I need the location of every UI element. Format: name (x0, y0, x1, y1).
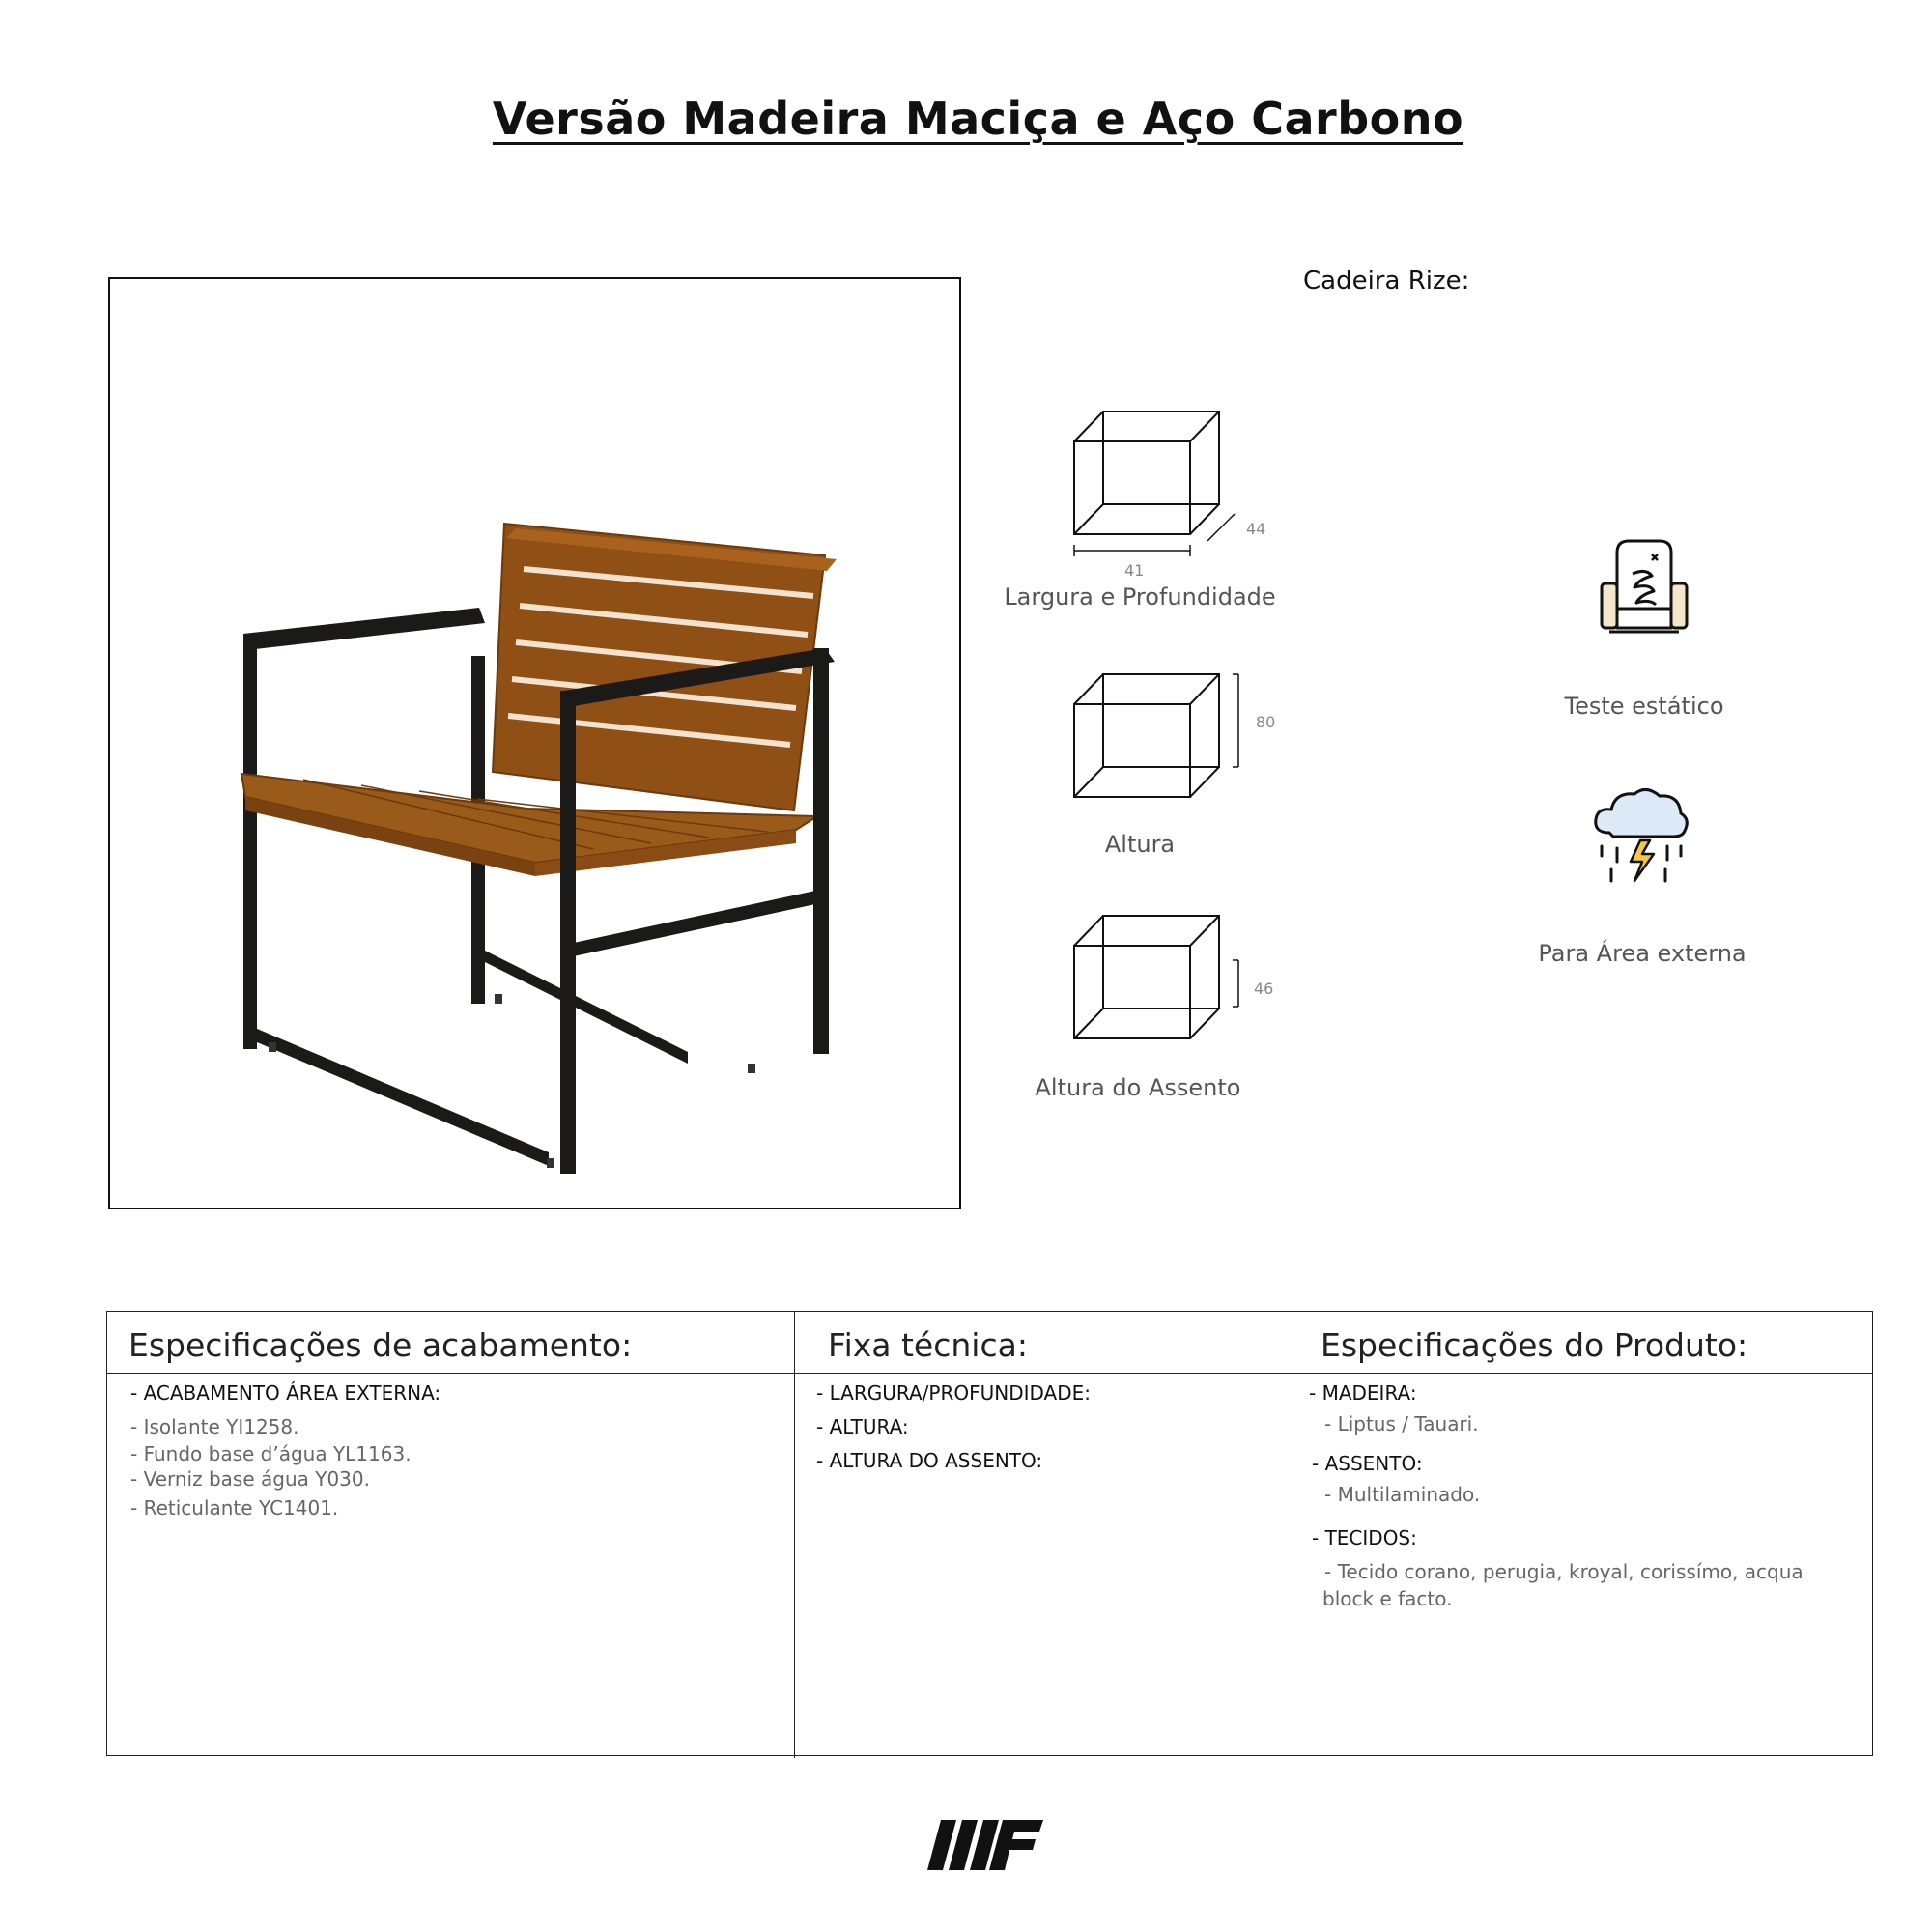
height-label: Altura (1104, 831, 1176, 858)
depth-value: 44 (1246, 520, 1266, 538)
storm-cloud-icon (1590, 784, 1690, 889)
list-item: - LARGURA/PROFUNDIDADE: (816, 1381, 1092, 1405)
outdoor-label: Para Área externa (1538, 940, 1747, 967)
list-item: - Verniz base água Y030. (130, 1467, 370, 1491)
width-value: 41 (1124, 561, 1145, 580)
brand-logo (927, 1820, 1043, 1874)
list-item: - ALTURA DO ASSENTO: (816, 1449, 1043, 1472)
width-depth-cube-icon (1068, 406, 1300, 580)
front-right-leg (560, 691, 576, 1174)
chair-stress-test-icon (1596, 535, 1692, 636)
spec-table (106, 1311, 1873, 1756)
static-test-label: Teste estático (1564, 693, 1724, 720)
seat-value: - Multilaminado. (1324, 1483, 1481, 1506)
table-header-divider (106, 1373, 1873, 1374)
fabrics-value: - Tecido corano, perugia, kroyal, corissímo, acqua (1324, 1560, 1804, 1583)
finishing-group: - ACABAMENTO ÁREA EXTERNA: (130, 1381, 441, 1405)
product-photo (108, 277, 961, 1209)
front-left-leg (243, 634, 257, 1049)
seat-height-value: 46 (1254, 980, 1274, 998)
list-item: - Fundo base d’água YL1163. (130, 1442, 412, 1465)
height-value: 80 (1256, 713, 1276, 731)
technical-sheet-header: Fixa técnica: (828, 1326, 1028, 1364)
fabrics-value-cont: block e facto. (1322, 1587, 1453, 1610)
seat-label: - ASSENTO: (1312, 1452, 1423, 1475)
chair-illustration (110, 279, 959, 1208)
wood-label: - MADEIRA: (1309, 1381, 1417, 1405)
page-title: Versão Madeira Maciça e Aço Carbono (492, 93, 1464, 145)
rear-left-leg (813, 648, 829, 1054)
width-depth-label: Largura e Profundidade (1004, 583, 1276, 611)
product-specs-header: Especificações do Produto: (1321, 1326, 1748, 1364)
table-column-divider (794, 1311, 795, 1758)
fabrics-label: - TECIDOS: (1312, 1526, 1417, 1549)
wood-value: - Liptus / Tauari. (1324, 1412, 1479, 1435)
finishing-specs-header: Especificações de acabamento: (128, 1326, 633, 1364)
list-item: - Reticulante YC1401. (130, 1496, 339, 1520)
list-item: - ALTURA: (816, 1415, 909, 1438)
list-item: - Isolante YI1258. (130, 1415, 299, 1438)
product-name: Cadeira Rize: (1303, 267, 1470, 296)
seat-height-label: Altura do Assento (1035, 1074, 1241, 1101)
height-cube-icon (1068, 668, 1300, 813)
